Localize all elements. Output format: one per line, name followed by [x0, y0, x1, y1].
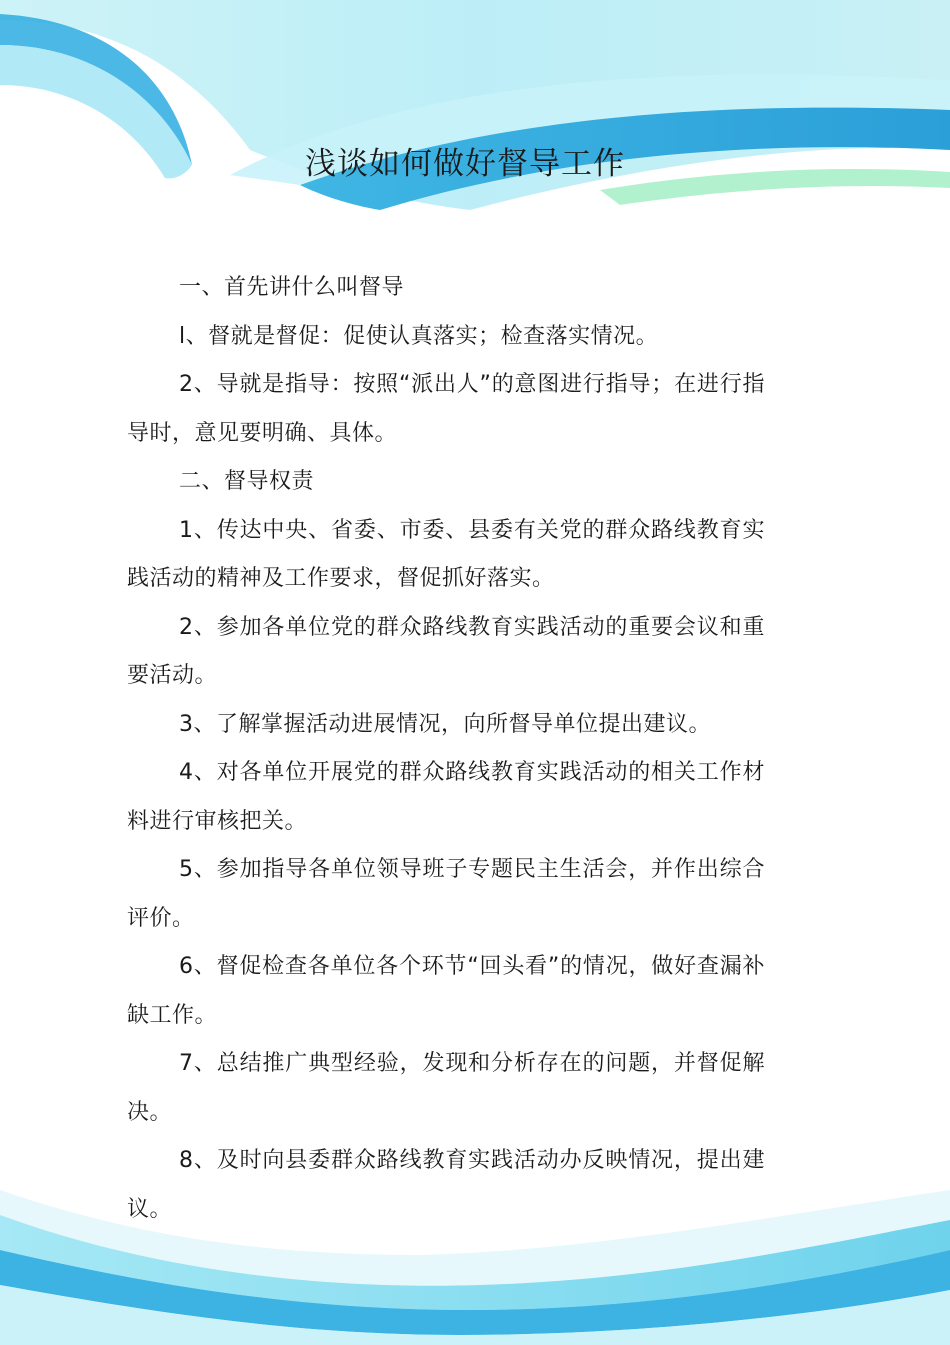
- section-heading: 二、督导权责: [179, 469, 315, 494]
- paragraph: 1、传达中央、省委、市委、县委有关党的群众路线教育实践活动的精神及工作要求，督促抓好落实。: [127, 517, 765, 591]
- paragraph: 7、总结推广典型经验，发现和分析存在的问题，并督促解决。: [127, 1051, 765, 1125]
- paragraph: 3、了解掌握活动进展情况，向所督导单位提出建议。: [179, 711, 711, 737]
- paragraph: 2、参加各单位党的群众路线教育实践活动的重要会议和重要活动。: [127, 614, 765, 688]
- paragraph: 5、参加指导各单位领导班子专题民主生活会，并作出综合评价。: [127, 857, 765, 931]
- page-title: 浅谈如何做好督导工作: [305, 146, 625, 182]
- paragraph: 4、对各单位开展党的群众路线教育实践活动的相关工作材料进行审核把关。: [127, 760, 765, 834]
- paragraph: 8、及时向县委群众路线教育实践活动办反映情况，提出建议。: [127, 1148, 765, 1222]
- paragraph: l、督就是督促：促使认真落实；检查落实情况。: [179, 323, 659, 349]
- section-heading: 一、首先讲什么叫督导: [179, 275, 405, 300]
- paragraph: 2、导就是指导：按照“派出人”的意图进行指导；在进行指导时，意见要明确、具体。: [127, 372, 765, 446]
- document-body: [127, 264, 765, 1234]
- paragraph: 6、督促检查各单位各个环节“回头看”的情况，做好查漏补缺工作。: [127, 954, 765, 1028]
